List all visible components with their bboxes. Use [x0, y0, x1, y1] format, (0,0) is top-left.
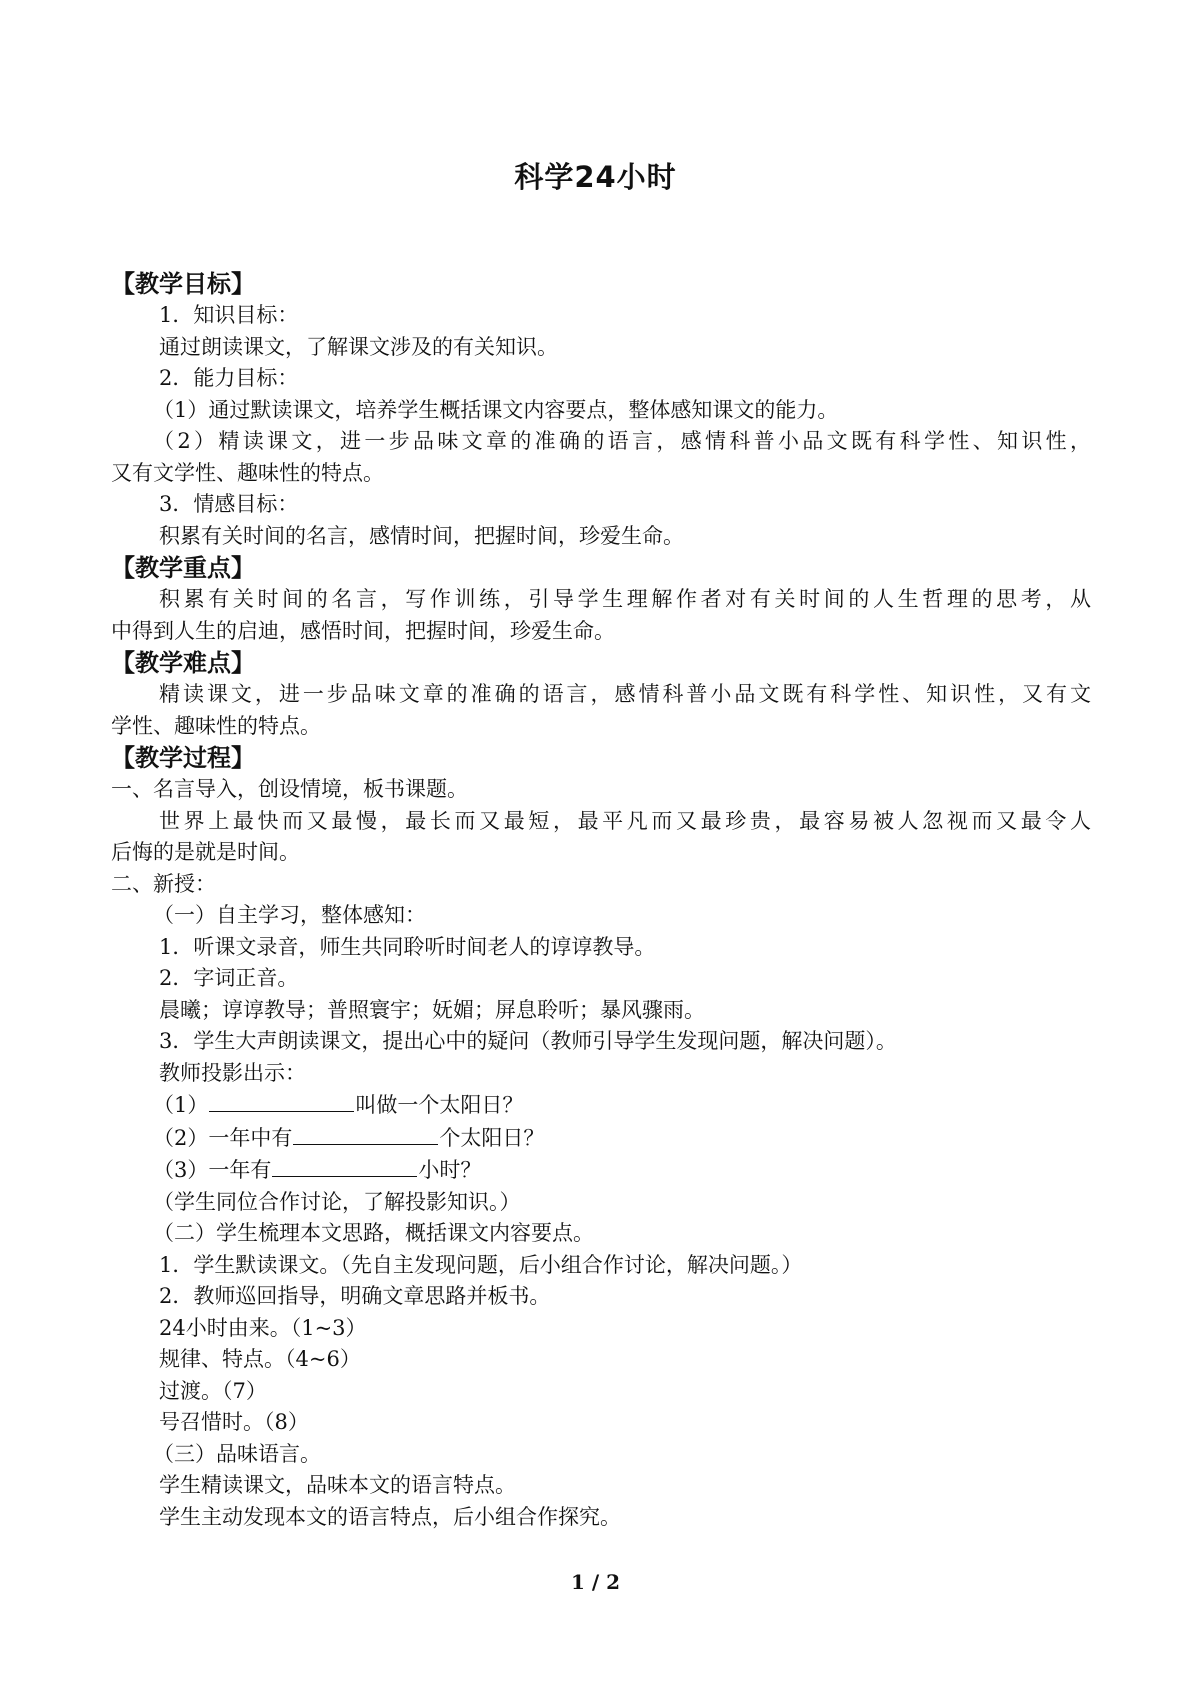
question-1-suffix: 叫做一个太阳日？ [355, 1093, 524, 1117]
difficult-points-line-2: 学性、趣味性的特点。 [111, 713, 321, 738]
emotion-label: 3．情感目标： [159, 492, 299, 516]
outline-item-2: 规律、特点。（4~6） [159, 1347, 361, 1371]
quote-line-2: 后悔的是就是时间。 [111, 840, 300, 864]
ability-label: 2．能力目标： [159, 366, 299, 390]
subsection-3-item-2: 学生主动发现本文的语言特点，后小组合作探究。 [159, 1504, 621, 1529]
question-1-prefix: （1） [153, 1093, 209, 1117]
subsection-1: （一）自主学习，整体感知： [153, 903, 426, 927]
process-step-2: 二、新授： [111, 871, 216, 896]
difficult-points-line-1: 精读课文，进一步品味文章的准确的语言，感情科普小品文既有科学性、知识性，又有文 [159, 682, 1091, 706]
emotion-text: 积累有关时间的名言，感情时间，把握时间，珍爱生命。 [159, 523, 684, 548]
knowledge-label: 1．知识目标： [159, 303, 299, 327]
subsection-3: （三）品味语言。 [153, 1441, 321, 1466]
question-3 [111, 1154, 1091, 1187]
subsection-1-item-1: 1．听课文录音，师生共同聆听时间老人的谆谆教导。 [159, 934, 656, 959]
subsection-2-item-1: 1．学生默读课文。（先自主发现问题，后小组合作讨论，解决问题。） [159, 1252, 803, 1277]
question-2-prefix: （2）一年中有 [153, 1125, 293, 1150]
key-points-heading: 【教学重点】 [111, 554, 255, 582]
ability-item-2-line-2: 又有文学性、趣味性的特点。 [111, 460, 384, 485]
subsection-1-item-2: 2．字词正音。 [159, 966, 299, 990]
question-2 [111, 1122, 1091, 1155]
page-number: 1 / 2 [570, 1570, 621, 1594]
subsection-3-item-1: 学生精读课文，品味本文的语言特点。 [159, 1473, 516, 1497]
ability-item-1: （1）通过默读课文，培养学生概括课文内容要点，整体感知课文的能力。 [153, 397, 839, 422]
objectives-heading: 【教学目标】 [111, 270, 255, 298]
projection-label: 教师投影出示： [159, 1060, 306, 1085]
question-1 [111, 1089, 1091, 1122]
fill-blank [272, 1154, 417, 1177]
question-3-prefix: （3）一年有 [153, 1158, 272, 1182]
document-body [111, 268, 1091, 1533]
difficult-points-heading: 【教学难点】 [111, 649, 255, 677]
process-heading: 【教学过程】 [111, 744, 255, 772]
subsection-2-item-2: 2．教师巡回指导，明确文章思路并板书。 [159, 1284, 551, 1308]
fill-blank [293, 1122, 438, 1145]
knowledge-text: 通过朗读课文，了解课文涉及的有关知识。 [159, 334, 558, 359]
vocabulary-list: 晨曦；谆谆教导；普照寰宇；妩媚；屏息聆听；暴风骤雨。 [159, 997, 705, 1022]
outline-item-4: 号召惜时。（8） [159, 1410, 309, 1434]
question-2-suffix: 个太阳日？ [439, 1125, 545, 1150]
outline-item-3: 过渡。（7） [159, 1378, 267, 1403]
process-step-1: 一、名言导入，创设情境，板书课题。 [111, 777, 468, 801]
projection-note: （学生同位合作讨论，了解投影知识。） [153, 1189, 521, 1214]
subsection-1-item-3: 3．学生大声朗读课文，提出心中的疑问（教师引导学生发现问题，解决问题）。 [159, 1029, 897, 1053]
document-title: 科学24小时 [514, 160, 677, 194]
subsection-2: （二）学生梳理本文思路，概括课文内容要点。 [153, 1221, 594, 1245]
key-points-line-2: 中得到人生的启迪，感悟时间，把握时间，珍爱生命。 [111, 618, 615, 643]
key-points-line-1: 积累有关时间的名言，写作训练，引导学生理解作者对有关时间的人生哲理的思考，从 [159, 587, 1091, 611]
outline-item-1: 24小时由来。（1~3） [159, 1315, 367, 1340]
ability-item-2-line-1: （2）精读课文，进一步品味文章的准确的语言，感情科普小品文既有科学性、知识性， [153, 429, 1091, 453]
question-3-suffix: 小时？ [418, 1158, 482, 1182]
quote-line-1: 世界上最快而又最慢，最长而又最短，最平凡而又最珍贵，最容易被人忽视而又最令人 [159, 808, 1091, 833]
fill-blank [209, 1089, 354, 1112]
